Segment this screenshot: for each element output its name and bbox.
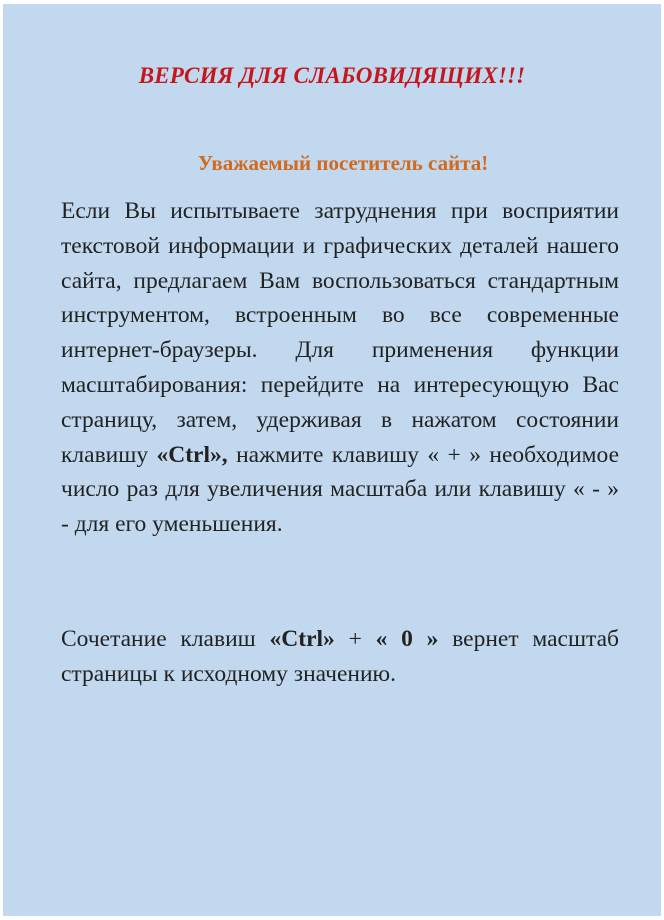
instructions-paragraph <box>61 194 619 542</box>
ctrl-key-label: «Ctrl», <box>156 441 228 468</box>
document-page <box>3 4 661 916</box>
zero-key-label: « 0 » <box>375 626 439 652</box>
greeting-heading: Уважаемый посетитель сайта! <box>197 151 489 175</box>
reset-text-1: Сочетание клавиш <box>61 626 270 652</box>
page-title: ВЕРСИЯ ДЛЯ СЛАБОВИДЯЩИХ!!! <box>138 63 526 88</box>
instructions-text-2: нажмите клавишу « + » необходимое число раз для увеличения масштаба или клавишу « - » - для его уменьшения. <box>61 441 620 538</box>
reset-text-2: + <box>334 626 376 652</box>
ctrl-key-label: «Ctrl» <box>269 626 335 652</box>
reset-zoom-paragraph <box>61 622 619 692</box>
reset-text-3: вернет масштаб страницы к исходному значению. <box>61 626 619 687</box>
instructions-text-1: Если Вы испытываете затруднения при восприятии текстовой информации и графических деталей нашего сайта, предлагаем Вам воспользоваться стандартным инструментом, встроенным во все современные интернет-браузеры. Для применения функции масштабирования: перейдите на интересующую Вас страницу, затем, удерживая в нажатом состоянии клавишу <box>61 198 619 468</box>
